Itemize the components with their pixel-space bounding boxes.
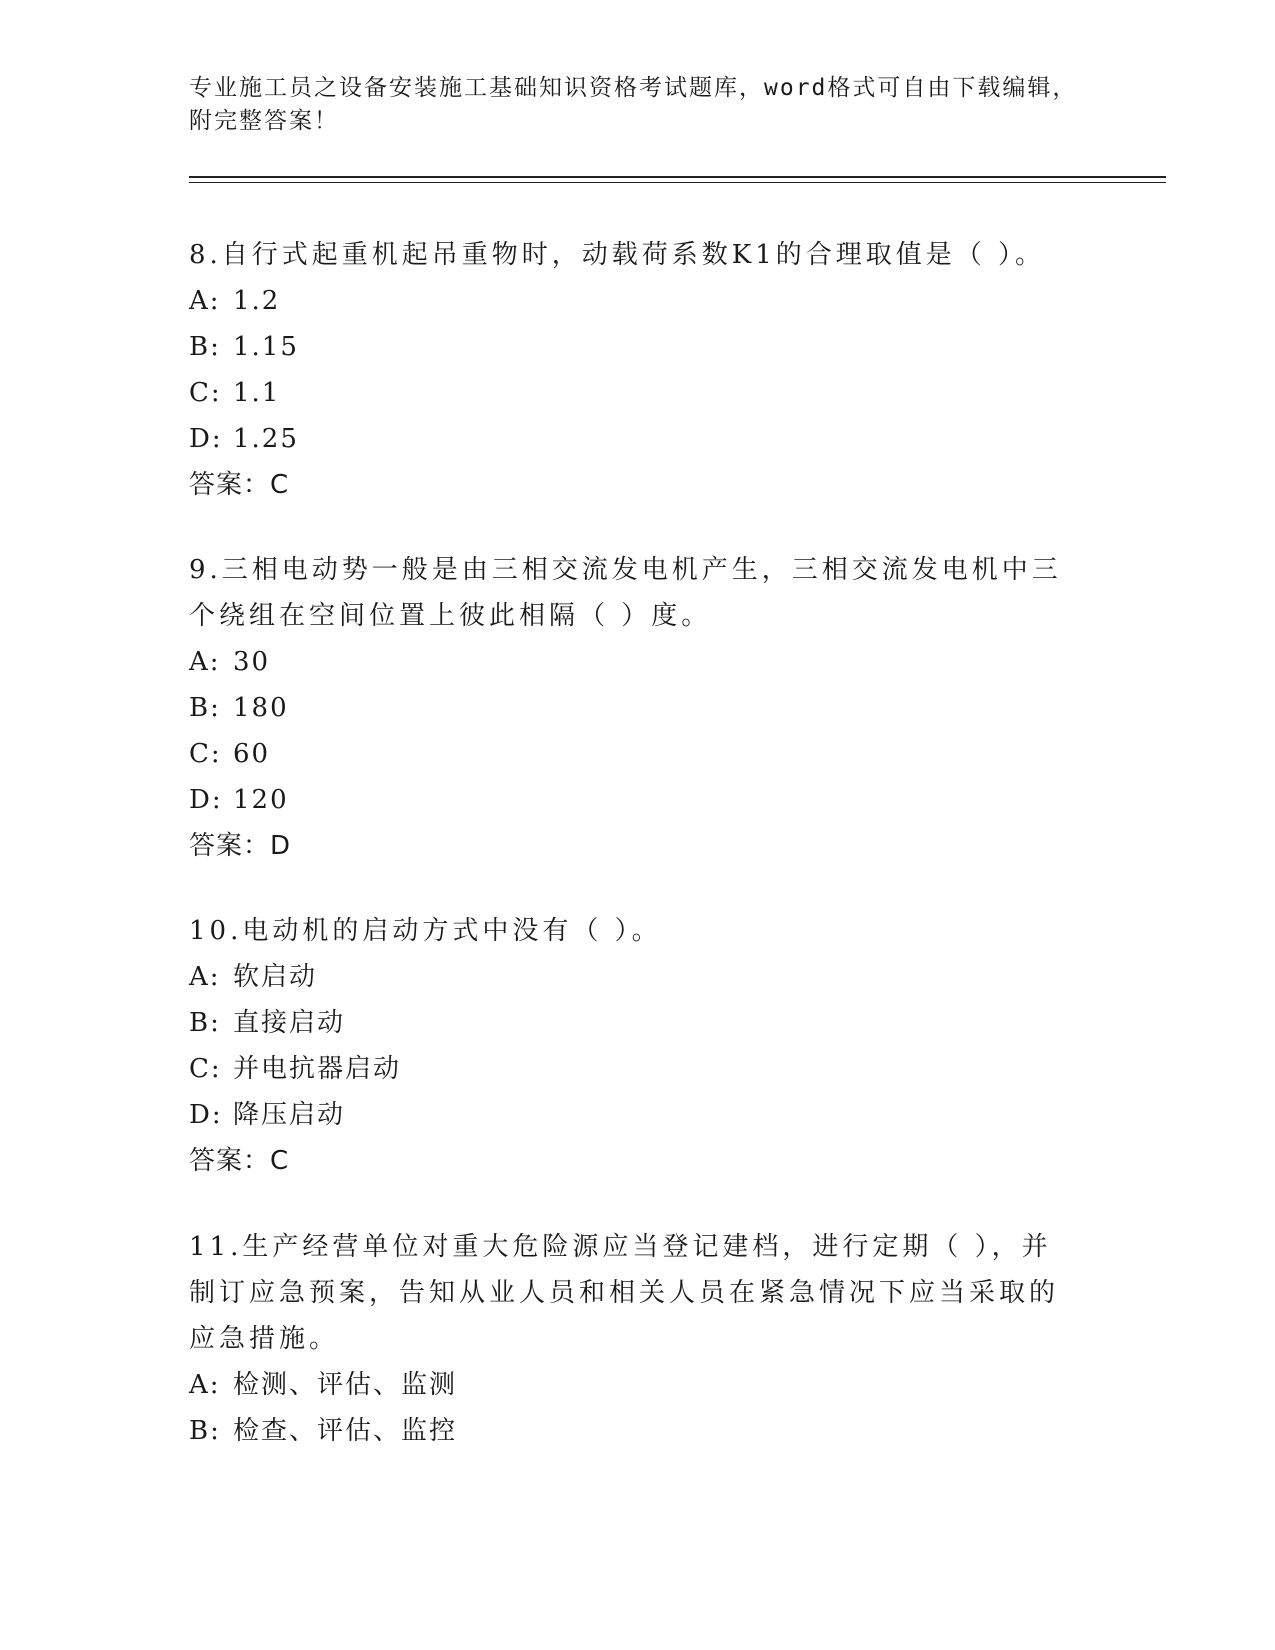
question-8 — [189, 232, 1069, 508]
question-10 — [189, 908, 1069, 1184]
option-c: C: 并电抗器启动 — [189, 1054, 402, 1084]
answer: 答案：C — [189, 1146, 290, 1176]
option-c: C: 1.1 — [189, 378, 281, 408]
question-11 — [189, 1224, 1069, 1454]
option-b: B: 1.15 — [189, 332, 299, 362]
answer: 答案：C — [189, 470, 290, 500]
question-stem: 10.电动机的启动方式中没有（ ）。 — [189, 916, 662, 946]
question-stem: 11.生产经营单位对重大危险源应当登记建档，进行定期（ ），并制订应急预案，告知从业人员和相关人员在紧急情况下应当采取的应急措施。 — [189, 1232, 1060, 1354]
header-line-1: 专业施工员之设备安装施工基础知识资格考试题库，word格式可自由下载编辑， — [189, 75, 1078, 101]
option-d: D: 1.25 — [189, 424, 299, 454]
document-header — [189, 72, 1089, 138]
option-a: A: 1.2 — [189, 286, 281, 316]
question-stem: 8.自行式起重机起吊重物时，动载荷系数K1的合理取值是（ ）。 — [189, 240, 1046, 270]
option-d: D: 降压启动 — [189, 1100, 346, 1130]
answer: 答案：D — [189, 831, 292, 861]
option-b: B: 直接启动 — [189, 1008, 346, 1038]
option-d: D: 120 — [189, 785, 289, 815]
option-b: B: 180 — [189, 693, 289, 723]
header-divider-thick — [189, 176, 1166, 178]
question-9 — [189, 547, 1069, 869]
option-b: B: 检查、评估、监控 — [189, 1416, 458, 1446]
option-c: C: 60 — [189, 739, 271, 769]
option-a: A: 30 — [189, 647, 271, 677]
question-stem: 9.三相电动势一般是由三相交流发电机产生，三相交流发电机中三个绕组在空间位置上彼此相隔（ ）度。 — [189, 555, 1062, 631]
option-a: A: 检测、评估、监测 — [189, 1370, 458, 1400]
header-divider-thin — [189, 182, 1166, 183]
header-line-2: 附完整答案！ — [189, 108, 339, 134]
option-a: A: 软启动 — [189, 962, 318, 992]
